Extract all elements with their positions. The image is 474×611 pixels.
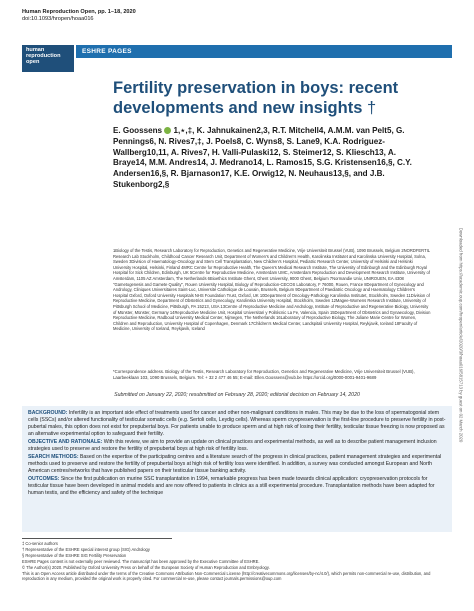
title-footnote-mark: † bbox=[366, 99, 377, 117]
footnote-divider bbox=[22, 538, 172, 539]
footnote: § Representative of the ESHRE SIG Fertility Preservation bbox=[22, 552, 127, 558]
abstract-outcomes: OUTCOMES: Since the first publication on murine SSC transplantation in 1994, remarkable progress has been made towards clinical application: cryopreservation protocols for testicular tissue have been developed in animal models and are now offered to patients in clinics as a still experimental procedure. Transplantation methods have been adapted for human testis, and the efficiency and safety of the technique bbox=[28, 476, 435, 496]
correspondence-address: *Correspondence address. Biology of the Testis, Research Laboratory for Reproduction, Genetics and Regenerative Medicine, Vrije Universiteit Brussel (VUB), Laarbeeklaan 103, 1090 Brussels, Belgium. Tel: + 32 2 477 46 55; E-mail: Ellen.Goossens@vub.be https://orcid.org/0000-0001-9401-9689 bbox=[113, 369, 415, 380]
journal-header bbox=[22, 9, 136, 23]
orcid-icon[interactable] bbox=[164, 127, 171, 134]
other-authors: 1,⋆,‡, K. Jahnukainen2,3, R.T. Mitchell4, A.M.M. van Pelt5, G. Pennings6, N. Rives7,‡, J. Poels8, C. Wyns8, S. Lane9, K.A. Rodriguez-Wallberg10,11, A. Rives7, H. Valli-Pulaski12, S. Steimer12, S. Kliesch13, A. Braye14, M.M. Andres14, J. Medrano14, L. Ramos15, S.G. Kristensen16,§, C.Y. Andersen16,§, R. Bjarnason17, K.E. Orwig12, N. Neuhaus13,§, and J.B. Stukenborg2,§ bbox=[113, 126, 412, 189]
footnote: ESHRE Pages content is not externally peer reviewed. The manuscript has been approved by the Executive Committee of ESHRE. bbox=[22, 558, 260, 564]
submission-dates: Submitted on January 22, 2020; resubmitted on February 28, 2020; editorial decision on February 14, 2020 bbox=[114, 392, 360, 398]
abstract-background: BACKGROUND: Infertility is an important side effect of treatments used for cancer and other non-malignant conditions in males. This may be due to the loss of spermatogonial stem cells (SSCs) and/or altered functionality of testicular somatic cells (e.g. Sertoli cells, Leydig cells). Whereas sperm cryopreservation is the first-line procedure to preserve fertility in post-pubertal males, this option does not exist for prepubertal boys. For patients unable to produce sperm and at high risk of losing their fertility, testicular tissue freezing is now proposed as an alternative experimental option to safeguard their fertility. bbox=[28, 410, 446, 437]
article-title: Fertility preservation in boys: recent developments and new insights † bbox=[113, 79, 399, 117]
journal-citation: Human Reproduction Open, pp. 1–18, 2020 bbox=[22, 9, 136, 15]
abstract-search-methods: SEARCH METHODS: Based on the expertise of the participating centres and a literature search of the progress in clinical practices, patient management strategies and experimental methods used to preserve and restore the fertility of prepubertal boys at high risk of fertility loss were identified. In addition, a survey was conducted amongst European and North American centres/networks that have published papers on their testicular tissue banking activity. bbox=[28, 454, 442, 474]
footnote: † Representative of the ESHRE special interest group (SIG) Andrology bbox=[22, 546, 150, 552]
footnote: This is an Open Access article distributed under the terms of the Creative Commons Attribution Non-Commercial License (http://creativecommons.org/licenses/by-nc/4.0/), which permits non-commercial re-use, distribution, and reproduction in any medium, provided the original work is properly cited. For commercial re-use, please contact journals.permissions@oup.com bbox=[22, 570, 431, 582]
affiliations: 1Biology of the Testis, Research Laboratory for Reproduction, Genetics and Regenerative Medicine, Vrije Universiteit Brussel (VUB), 1090 Brussels, Belgium 2NORDFERTIL Research Lab Stockholm, Childhood Cancer Research Unit, Department of Women's and Children's Health, Karolinska Institutet and Karolinska University Hospital, Solna, Sweden 3Division of Haematology-Oncology and Stem Cell Transplantation, New Children's Hospital, Pediatric Research Center, University of Helsinki and Helsinki University Hospital, Helsinki, Finland 4MRC Centre for Reproductive Health, The Queen's Medical Research Institute, The University of Edinburgh and the Edinburgh Royal Hospital for Sick Children, Edinburgh, UK 5Centre for Reproductive Medicine, Amsterdam UMC, Amsterdam Reproduction and Development Research Institute, University of Amsterdam, 1105 AZ Amsterdam, The Netherlands 6Bioethics Institute Ghent, Ghent University, 9000 Ghent, Belgium 7Normandie Univ, UNIROUEN, EA 4308 "Gametogenesis and Gamete Quality", Rouen University Hospital, Biology of Reproduction-CECOS Laboratory, F 76000, Rouen, France 8Department of Gynecology and Andrology, Cliniques Universitaires Saint-Luc, Université Catholique de Louvain, Brussels, Belgium 9Department of Paediatric Oncology and Haematology Children's Hospital Oxford, Oxford University Hospitals NHS Foundation Trust, Oxford, UK 10Department of Oncology-Pathology Karolinska Institutet, Stockholm, Sweden 11Division of Reproductive Medicine, Department of Obstetrics and Gynecology, Karolinska University Hospital, Stockholm, Sweden 12Magee-Womens Research Institute, University of Pittsburgh School of Medicine, Pittsburgh, PA 15213, USA 13Centre of Reproductive Medicine and Andrology, Institute of Reproductive and Regenerative Biology, University of Münster, Münster, Germany 14Reproductive Medicine Unit, Hospital Universitari y Politècnic La Fe, Valencia, Spain 15Department of Obstetrics and Gynaecology, Division Reproductive Medicine, Radboud University Medical Center, Nijmegen, The Netherlands 16Laboratory of Reproductive Biology, The Juliane Marie Centre for Women, Children and Reproduction, University Hospital of Copenhagen, Denmark 17Children's Medical Center, Landspitali University Hospital, Reykjavik, Iceland 18Faculty of Medicine, University of Iceland, Reykjavik, Iceland bbox=[113, 248, 431, 332]
journal-logo: human reproduction open bbox=[22, 45, 74, 72]
first-author[interactable]: E. Goossens bbox=[113, 126, 163, 135]
author-list bbox=[113, 126, 431, 191]
abstract-objective: OBJECTIVE AND RATIONALE: With this review, we aim to provide an update on clinical practices and experimental methods, as well as to describe patient management inclusion strategies used to preserve and restore the fertility of prepubertal boys at high risk of fertility loss. bbox=[28, 438, 437, 452]
footnote: © The Author(s) 2020. Published by Oxford University Press on behalf of the European Society of Human Reproduction and Embryology. bbox=[22, 564, 270, 570]
section-bar: ESHRE PAGES bbox=[76, 45, 452, 58]
footnotes bbox=[22, 541, 452, 582]
abstract-box bbox=[22, 406, 452, 532]
download-sidebar: Downloaded from https://academic.oup.com/hropen/article/2020/3/hoaa016/5815713 by guest on 02 March 2020 bbox=[458, 227, 464, 443]
doi-link[interactable]: doi:10.1093/hropen/hoaa016 bbox=[22, 16, 94, 22]
footnote: ‡ Co-senior authors bbox=[22, 541, 58, 546]
